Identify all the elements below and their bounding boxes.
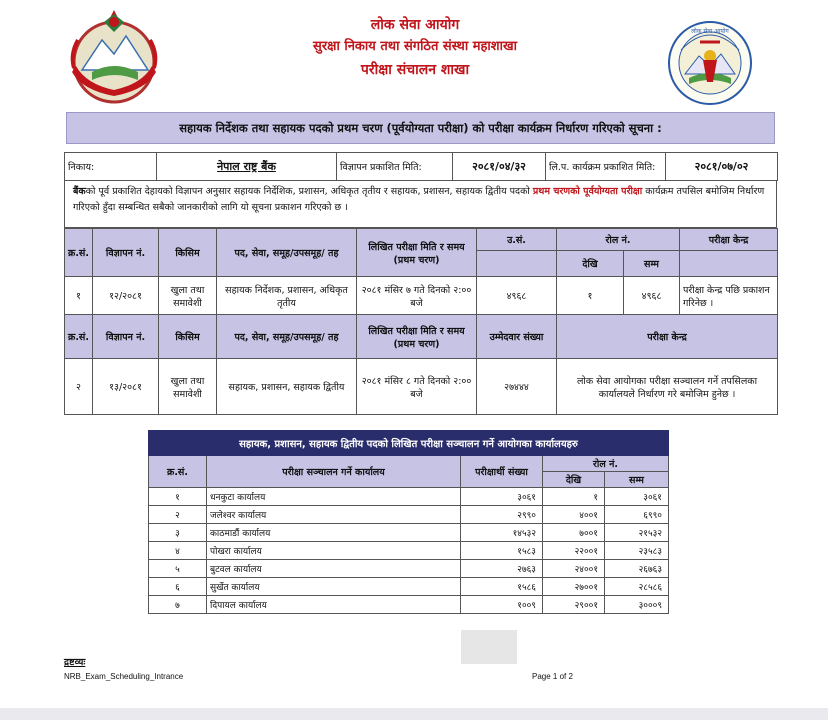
office-roll-from: २४००१ (543, 560, 605, 578)
col-roll-from: देखि (557, 251, 624, 277)
office-sn: १ (149, 488, 207, 506)
office-count: १५८३ (461, 542, 543, 560)
office-roll-from: ४००१ (543, 506, 605, 524)
table-row (149, 560, 669, 578)
office-roll-to: २१५३२ (605, 524, 669, 542)
row1-exam-date: २०८१ मंसिर ७ गते दिनको २:०० बजे (357, 277, 477, 315)
row2-adv-no: १३/२०८१ (93, 359, 159, 415)
row1-roll-from: १ (557, 277, 624, 315)
office-count: १००९ (461, 596, 543, 614)
offices-title-row (149, 431, 669, 456)
schedule-header-row-3 (65, 315, 778, 359)
office-name: जलेश्वर कार्यालय (207, 506, 461, 524)
col2-candidates: उम्मेदवार संख्या (477, 315, 557, 359)
schedule-row-2 (65, 359, 778, 415)
office-roll-from: २२००१ (543, 542, 605, 560)
office-name: बुटवल कार्यालय (207, 560, 461, 578)
intro-highlight: प्रथम चरणको पूर्वयोग्यता परीक्षा (532, 186, 643, 197)
off-col-from: देखि (543, 472, 605, 488)
nepal-emblem-icon (62, 10, 166, 106)
schedule-header-row-1 (65, 229, 778, 251)
col2-adv-no: विज्ञापन नं. (93, 315, 159, 359)
col-type: किसिम (159, 229, 217, 277)
off-col-to: सम्म (605, 472, 669, 488)
table-row (149, 524, 669, 542)
exam-date-value: २०८१/०७/०२ (666, 153, 778, 181)
col-adv-no: विज्ञापन नं. (93, 229, 159, 277)
off-col-count: परीक्षार्थी संख्या (461, 456, 543, 488)
office-roll-to: ३०००९ (605, 596, 669, 614)
office-roll-to: २३५८३ (605, 542, 669, 560)
table-row (149, 542, 669, 560)
col2-type: किसिम (159, 315, 217, 359)
office-roll-to: २६७६३ (605, 560, 669, 578)
office-roll-from: २७००१ (543, 578, 605, 596)
page-number: Page 1 of 2 (532, 672, 573, 681)
col-exam-date: लिखित परीक्षा मिति र समय (प्रथम चरण) (357, 229, 477, 277)
col-candidates: उ.सं. (477, 229, 557, 251)
intro-part2: कार्यक्रम तपसिल बमोजिम निर्धारण गरिएको हुँदा सम्बन्धित सबैको जानकारीको लागि यो सूचना प्रकाशन गरिएको छ । (73, 186, 765, 213)
row2-sn: २ (65, 359, 93, 415)
office-roll-to: ६९९० (605, 506, 669, 524)
row1-roll-to: ४९६८ (624, 277, 680, 315)
table-row (149, 506, 669, 524)
office-sn: ६ (149, 578, 207, 596)
col-center-blank (680, 251, 778, 277)
office-roll-from: २९००१ (543, 596, 605, 614)
psc-logo-icon (667, 20, 753, 106)
division-name: सुरक्षा निकाय तथा संगठित संस्था महाशाखा (313, 39, 517, 54)
row2-center: लोक सेवा आयोगका परीक्षा सञ्चालन गर्ने तपसिलका कार्यालयले निर्धारण गरे बमोजिम हुनेछ । (557, 359, 778, 415)
offices-header-row-1 (149, 456, 669, 472)
col-candidates-blank (477, 251, 557, 277)
col-roll: रोल नं. (557, 229, 680, 251)
office-sn: ७ (149, 596, 207, 614)
table-row (149, 596, 669, 614)
row2-candidates: २७४४४ (477, 359, 557, 415)
col2-sn: क्र.सं. (65, 315, 93, 359)
row1-post: सहायक निर्देशक, प्रशासन, अधिकृत तृतीय (217, 277, 357, 315)
office-count: १५८६ (461, 578, 543, 596)
row2-exam-date: २०८१ मंसिर ८ गते दिनको २:०० बजे (357, 359, 477, 415)
org-name: लोक सेवा आयोग (370, 17, 460, 33)
row1-adv-no: १२/२०८१ (93, 277, 159, 315)
col2-exam-date: लिखित परीक्षा मिति र समय (प्रथम चरण) (357, 315, 477, 359)
psc-logo-text: लोक सेवा आयोग (691, 28, 729, 35)
intro-paragraph (64, 180, 777, 228)
org-label: निकाय: (65, 153, 157, 181)
col-roll-to: सम्म (624, 251, 680, 277)
office-count: २९९० (461, 506, 543, 524)
offices-table (148, 430, 669, 614)
office-roll-to: २८५८६ (605, 578, 669, 596)
notice-title-bar (66, 112, 775, 144)
off-col-roll: रोल नं. (543, 456, 669, 472)
col-center: परीक्षा केन्द्र (680, 229, 778, 251)
office-roll-to: ३०६१ (605, 488, 669, 506)
adv-date-value: २०८१/०४/३२ (453, 153, 546, 181)
table-row (149, 578, 669, 596)
row1-candidates: ४९६८ (477, 277, 557, 315)
office-roll-from: १ (543, 488, 605, 506)
schedule-row-1 (65, 277, 778, 315)
office-count: १४५३२ (461, 524, 543, 542)
office-count: ३०६१ (461, 488, 543, 506)
office-sn: २ (149, 506, 207, 524)
office-name: सुर्खेत कार्यालय (207, 578, 461, 596)
col-sn: क्र.सं. (65, 229, 93, 277)
col-post: पद, सेवा, समूह/उपसमूह/ तह (217, 229, 357, 277)
office-count: २७६३ (461, 560, 543, 578)
section-name: परीक्षा संचालन शाखा (360, 62, 470, 78)
note-label: द्रष्टव्यः (64, 657, 86, 668)
gray-block (461, 630, 517, 664)
office-name: काठमाडौं कार्यालय (207, 524, 461, 542)
office-sn: ३ (149, 524, 207, 542)
row2-post: सहायक, प्रशासन, सहायक द्वितीय (217, 359, 357, 415)
info-row (65, 153, 778, 181)
office-name: धनकुटा कार्यालय (207, 488, 461, 506)
exam-date-label: लि.प. कार्यक्रम प्रकाशित मिति: (546, 153, 666, 181)
office-roll-from: ७००१ (543, 524, 605, 542)
intro-part1: को पूर्व प्रकाशित देहायको विज्ञापन अनुसार सहायक निर्देशिक, प्रशासन, अधिकृत तृतीय र सहायक, प्रशासन, सहायक द्वितीय पदको (85, 186, 533, 197)
header-title-block (200, 14, 630, 82)
adv-date-label: विज्ञापन प्रकाशित मिति: (337, 153, 453, 181)
bottom-strip (0, 708, 828, 720)
col2-post: पद, सेवा, समूह/उपसमूह/ तह (217, 315, 357, 359)
intro-bold: बैंक (73, 186, 86, 197)
offices-title: सहायक, प्रशासन, सहायक द्वितीय पदको लिखित परीक्षा सञ्चालन गर्ने आयोगका कार्यालयहरु (149, 431, 669, 456)
off-col-office: परीक्षा सञ्चालन गर्ने कार्यालय (207, 456, 461, 488)
row1-type: खुला तथा समावेशी (159, 277, 217, 315)
off-col-sn: क्र.सं. (149, 456, 207, 488)
office-sn: ४ (149, 542, 207, 560)
table-row (149, 488, 669, 506)
office-name: दिपायल कार्यालय (207, 596, 461, 614)
info-table (64, 152, 778, 181)
notice-title: सहायक निर्देशक तथा सहायक पदको प्रथम चरण (पूर्वयोग्यता परीक्षा) को परीक्षा कार्यक्रम निर्धारण गरिएको सूचना : (179, 120, 662, 135)
doc-name: NRB_Exam_Scheduling_Intrance (64, 672, 184, 681)
row1-sn: १ (65, 277, 93, 315)
row2-type: खुला तथा समावेशी (159, 359, 217, 415)
office-sn: ५ (149, 560, 207, 578)
office-name: पोखरा कार्यालय (207, 542, 461, 560)
org-value: नेपाल राष्ट्र बैंक (157, 153, 337, 181)
row1-center: परीक्षा केन्द्र पछि प्रकाशन गरिनेछ । (680, 277, 778, 315)
col2-center: परीक्षा केन्द्र (557, 315, 778, 359)
schedule-table (64, 228, 778, 415)
offices-body (149, 488, 669, 614)
